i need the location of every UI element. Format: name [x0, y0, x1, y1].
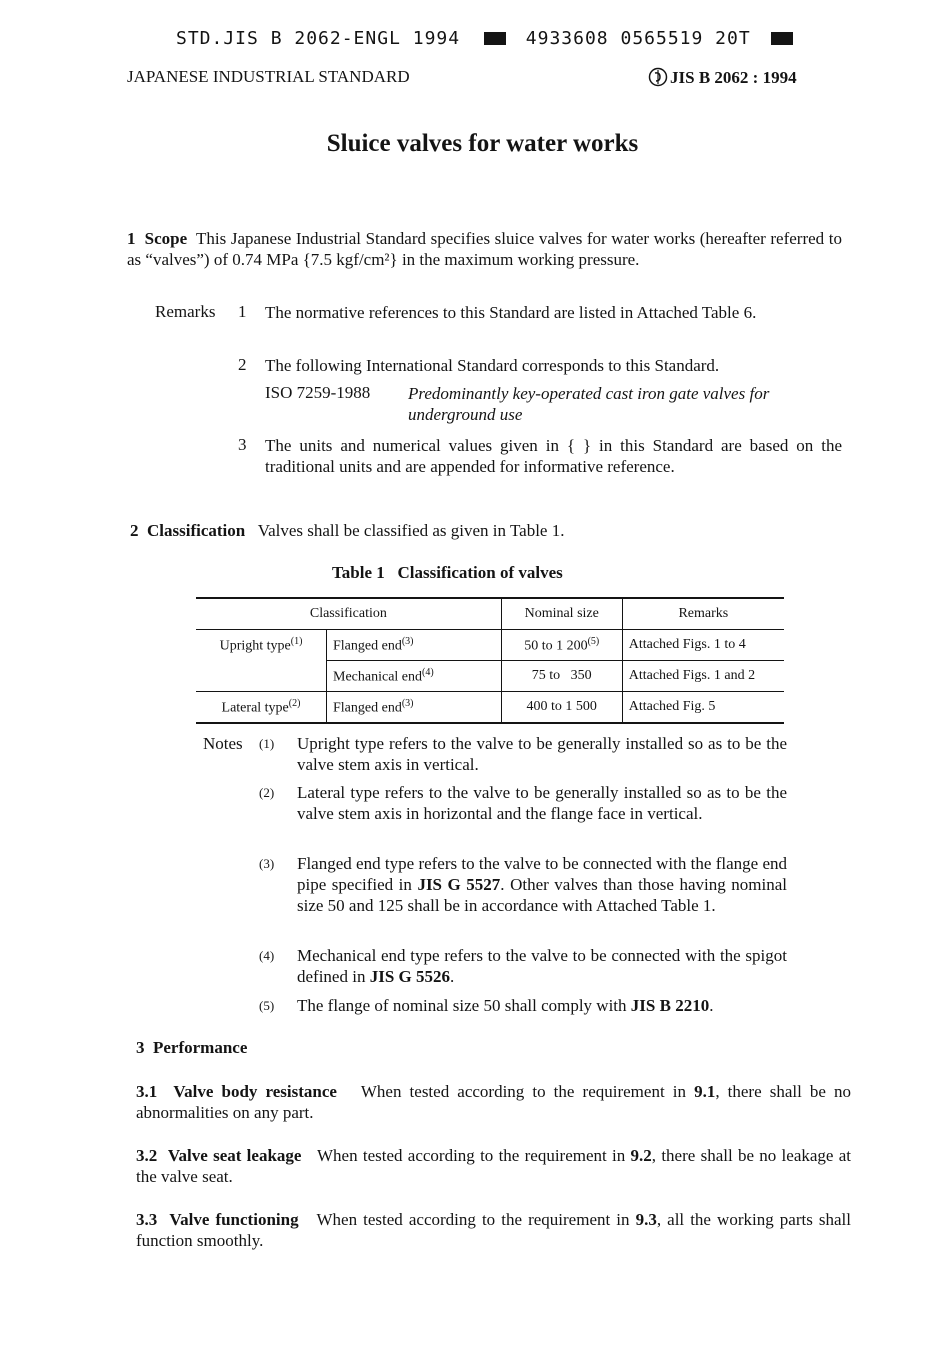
note-1-text: Upright type refers to the valve to be generally installed so as to be the valve stem axis in vertical.	[297, 734, 787, 774]
subsection-3-1-heading: Valve body resistance	[173, 1082, 337, 1101]
section-2-classification	[130, 521, 564, 541]
cell-end: Mechanical end$^{(4)}$	[327, 661, 502, 692]
table-row	[196, 630, 784, 661]
section-2-number: 2	[130, 521, 139, 540]
iso-title: Predominantly key-operated cast iron gate valves for underground use	[408, 384, 770, 424]
note-4-number: (4)	[259, 948, 275, 963]
note-1	[203, 733, 787, 777]
section-3-heading-line	[136, 1038, 247, 1058]
header-remarks: Remarks	[622, 598, 784, 630]
cell-type: Upright type$^{(1)}$	[196, 630, 327, 661]
remark-1-text: The normative references to this Standard are listed in Attached Table 6.	[265, 303, 757, 322]
subsection-3-2-number: 3.2	[136, 1146, 158, 1165]
stamp-bar-1	[484, 32, 506, 45]
section-1-scope	[127, 228, 842, 270]
page-title: Sluice valves for water works	[326, 130, 639, 157]
jis-mark-icon	[648, 67, 668, 87]
section-2-body: Valves shall be classified as given in Table 1.	[257, 521, 565, 540]
table-1-caption	[332, 563, 563, 583]
subsection-3-3: 3.3 Valve functioning When tested according to the requirement in 9.3, all the working parts shall function smoothly.	[136, 1210, 851, 1250]
cell-remarks: Attached Figs. 1 to 4	[622, 630, 784, 661]
remark-3-text: The units and numerical values given in { } in this Standard are based on the traditional units and are appended for informative reference.	[265, 436, 842, 476]
table-header-row	[196, 598, 784, 630]
subsection-3-3-number: 3.3	[136, 1210, 158, 1229]
stamp-bar-2	[771, 32, 793, 45]
note-2	[203, 782, 787, 846]
subsection-3-2: 3.2 Valve seat leakage When tested according to the requirement in 9.2, there shall be no leakage at the valve seat.	[136, 1146, 852, 1186]
cell-size: 400 to 1 500	[501, 692, 622, 724]
cell-remarks: Attached Figs. 1 and 2	[622, 661, 784, 692]
note-5-text: The flange of nominal size 50 shall comply with JIS B 2210.	[297, 996, 714, 1015]
table-1-caption-title: Classification of valves	[397, 563, 563, 582]
table-row	[196, 692, 784, 724]
iso-reference: ISO 7259-1988	[265, 383, 371, 402]
section-3-heading: Performance	[153, 1038, 248, 1057]
note-3	[203, 853, 787, 939]
stamp-numbers: 4933608 0565519 20T	[525, 28, 751, 49]
section-1-heading: Scope	[144, 229, 188, 248]
section-2-heading: Classification	[147, 521, 246, 540]
cell-size: 50 to 1 200$^{(5)}$	[501, 630, 622, 661]
note-5	[203, 995, 787, 1017]
note-3-text: Flanged end type refers to the valve to be connected with the flange end pipe specified in JIS G 5527. Other valves than those having nominal size 50 and 125 shall be in accordance with Attached Table 1.	[297, 854, 787, 915]
section-3-number: 3	[136, 1038, 145, 1057]
subsection-3-3-heading: Valve functioning	[169, 1210, 299, 1229]
section-1-number: 1	[127, 229, 136, 248]
classification-table	[196, 597, 784, 724]
cell-end: Flanged end$^{(3)}$	[327, 630, 502, 661]
note-4-text: Mechanical end type refers to the valve to be connected with the spigot defined in JIS G 5526.	[297, 946, 787, 986]
notes-label: Notes	[203, 734, 243, 753]
remark-2-number: 2	[238, 355, 247, 374]
note-2-number: (2)	[259, 785, 275, 800]
remark-1-number: 1	[238, 302, 247, 321]
cell-remarks: Attached Fig. 5	[622, 692, 784, 724]
header-nominal-size: Nominal size	[501, 598, 622, 630]
table-row	[196, 661, 784, 692]
cell-type	[196, 661, 327, 692]
cell-end: Flanged end$^{(3)}$	[327, 692, 502, 724]
cell-size: 75 to 350	[501, 661, 622, 692]
remark-2-text: The following International Standard corresponds to this Standard.	[265, 356, 720, 375]
standard-id: JIS B 2062 : 1994	[670, 68, 797, 87]
note-2-text: Lateral type refers to the valve to be generally installed so as to be the valve stem axis in horizontal and the flange face in vertical.	[297, 783, 787, 823]
subsection-3-2-heading: Valve seat leakage	[167, 1146, 302, 1165]
standard-type: JAPANESE INDUSTRIAL STANDARD	[127, 67, 410, 86]
table-1-caption-number: Table 1	[332, 563, 385, 582]
note-5-number: (5)	[259, 998, 275, 1013]
standard-id-block	[648, 67, 797, 88]
stamp-code: STD.JIS B 2062-ENGL 1994	[176, 28, 461, 49]
document-stamp	[176, 28, 793, 49]
subsection-3-1-number: 3.1	[136, 1082, 158, 1101]
note-3-number: (3)	[259, 856, 275, 871]
header-classification: Classification	[196, 598, 501, 630]
subsection-3-1: 3.1 Valve body resistance When tested according to the requirement in 9.1, there shall be no abnormalities on any part.	[136, 1082, 852, 1122]
remarks-label: Remarks	[155, 302, 216, 321]
cell-type: Lateral type$^{(2)}$	[196, 692, 327, 724]
section-1-body: This Japanese Industrial Standard specifies sluice valves for water works (hereafter referred to as “valves”) of 0.74 MPa {7.5 kgf/cm²} in the maximum working pressure.	[127, 229, 842, 269]
remark-3-number: 3	[238, 435, 247, 454]
note-1-number: (1)	[259, 736, 275, 751]
note-4	[203, 945, 787, 989]
